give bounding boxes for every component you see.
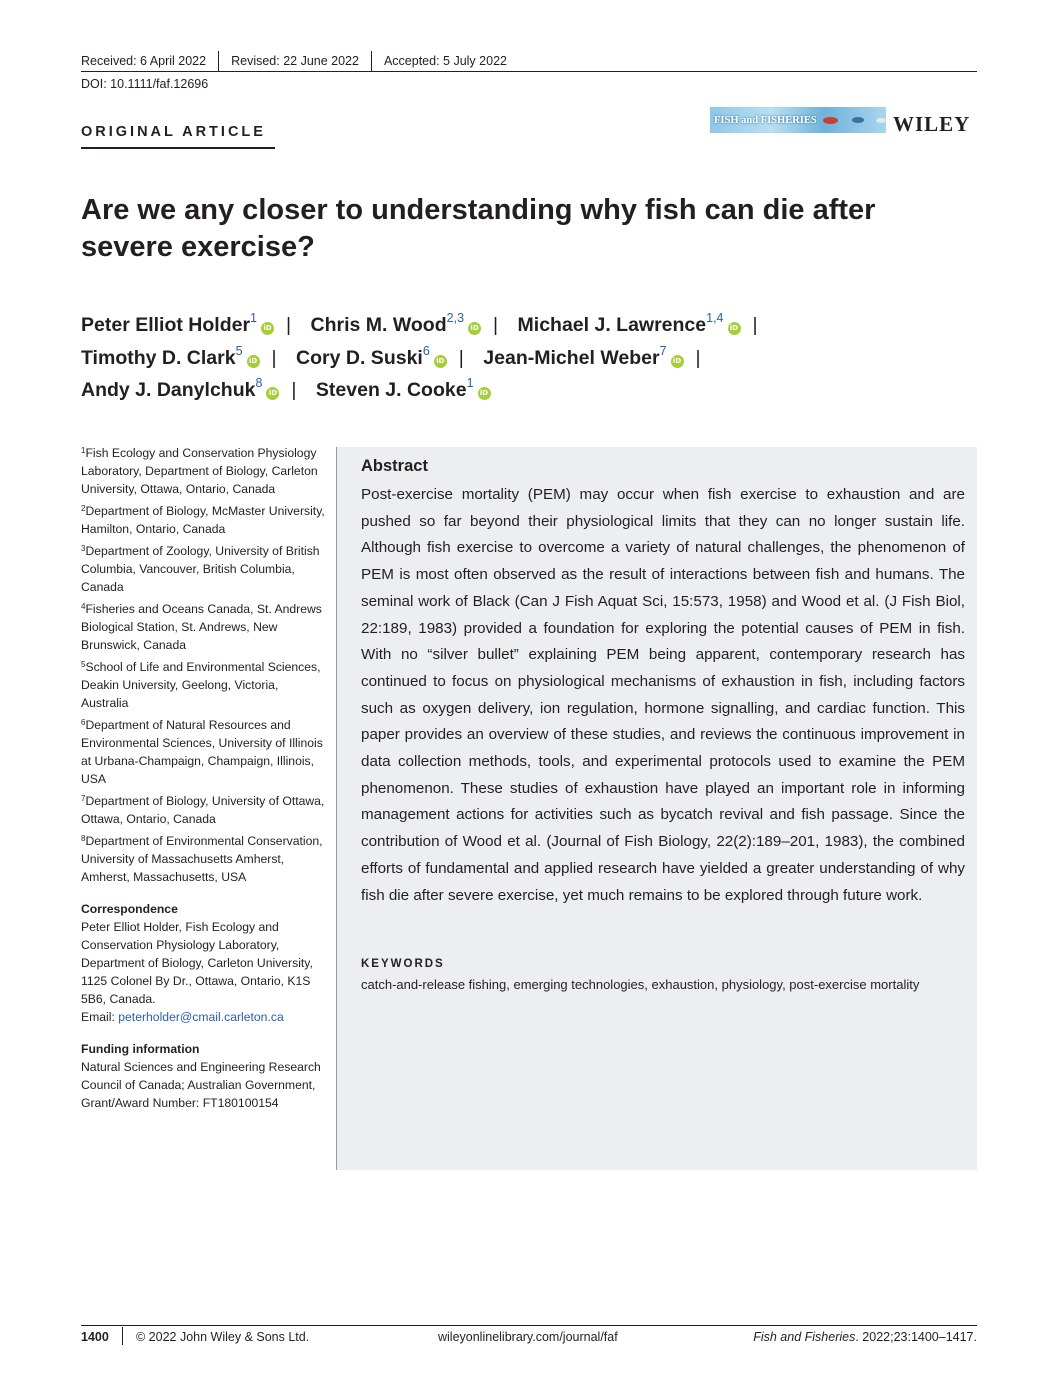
affiliation: $^4$Fisheries and Oceans Canada, St. Andrews Biological Station, St. Andrews, New Brunswick, Canada [81, 602, 322, 652]
author-affiliation-ref: 1 [250, 311, 257, 325]
affiliation: $^7$Department of Biology, University of Ottawa, Ottawa, Ontario, Canada [81, 794, 325, 826]
author-separator: | [271, 346, 277, 369]
author-affiliation-ref: 8 [255, 376, 263, 390]
author-affiliation-ref: 1 [466, 376, 474, 390]
article-title: Are we any closer to understanding why fish can die after severe exercise? [81, 194, 876, 263]
doi[interactable]: DOI: 10.1111/faf.12696 [81, 77, 209, 91]
article-dates [81, 51, 507, 71]
abstract-text: Post-exercise mortality (PEM) may occur when fish exercise to exhaustion and are pushed so far beyond their physiological limits that they can no longer sustain life. Although fish exercise to overcome a variety of natural challenges, the phenomenon of PEM is most often observed as the result of interactions between fish and humans. The seminal work of Black (Can J Fish Aquat Sci, 15:573, 1958) and Wood et al. (J Fish Biol, 22:189, 1983) provided a foundation for exploring the potential causes of PEM in fish. With no “silver bullet” explaining PEM being apparent, contemporary research has continued to focus on physiological mechanisms of exhaustion in fish, including factors such as oxygen delivery, ion regulation, hormone signalling, and cardiac function. This paper provides an overview of these studies, and reviews the continuous improvement in data collection methods, tools, and experimental protocols used to examine the PEM phenomenon. These studies of exhaustion have played an important role in informing management actions for activities such as bycatch revival and fish passage. Since the contribution of Wood et al. (Journal of Fish Biology, 22(2):189–201, 1983), the combined efforts of fundamental and applied research have yielded a greater understanding of why fish die after severe exercise, yet much remains to be explored through future work. [361, 486, 965, 904]
affiliation: $^6$Department of Natural Resources and Environmental Sciences, University of Illinois at Urbana-Champaign, Champaign, Illinois, USA [81, 718, 323, 786]
orcid-icon[interactable]: iD [728, 322, 741, 335]
author-separator: | [752, 314, 758, 336]
author-separator: | [695, 346, 701, 369]
keywords-heading: KEYWORDS [361, 958, 445, 970]
received-date: Received: 6 April 2022 [81, 54, 207, 68]
copyright: © 2022 John Wiley & Sons Ltd. [136, 1330, 310, 1344]
author[interactable]: Steven J. Cooke$^1$iD [316, 379, 491, 401]
author-separator: | [291, 379, 297, 401]
author[interactable]: Timothy D. Clark$^5$iD [81, 347, 260, 369]
author-separator: | [493, 314, 499, 336]
author[interactable]: Michael J. Lawrence$^{1,4}$iD [518, 314, 741, 336]
author[interactable]: Jean-Michel Weber$^7$iD [483, 347, 683, 369]
footer-separator [122, 1327, 123, 1345]
fish-graphic [823, 117, 838, 124]
abstract-box-edge [336, 447, 337, 1170]
page-number: 1400 [81, 1330, 109, 1344]
fish-graphic [876, 118, 886, 123]
author-affiliation-ref: 6 [422, 343, 430, 358]
author-affiliation-ref: 7 [659, 343, 667, 358]
author[interactable]: Cory D. Suski$^6$iD [296, 347, 447, 369]
header-rule [81, 71, 977, 72]
article-type: ORIGINAL ARTICLE [81, 124, 266, 140]
orcid-icon[interactable]: iD [261, 322, 274, 335]
author-list [81, 309, 961, 407]
fish-graphic [852, 117, 864, 123]
author[interactable]: Peter Elliot Holder$^1$iD [81, 314, 274, 336]
author-affiliation-ref: 5 [235, 343, 243, 358]
journal-logo [710, 107, 886, 133]
author-affiliation-ref: 2,3 [446, 311, 465, 325]
abstract-heading: Abstract [361, 457, 428, 475]
keywords-text: catch-and-release fishing, emerging technologies, exhaustion, physiology, post-exercise mortality [361, 977, 920, 992]
date-separator [371, 51, 372, 71]
correspondence-text: Peter Elliot Holder, Fish Ecology and Conservation Physiology Laboratory, Department of Biology, Carleton University, 1125 Colonel By Dr., Ottawa, Ontario, K1S 5B6, Canada. Email: peterholder@cmail.carleton.ca [81, 920, 313, 1024]
author-separator: | [286, 314, 292, 336]
author-affiliation-ref: 1,4 [706, 311, 724, 325]
affiliation: $^2$Department of Biology, McMaster University, Hamilton, Ontario, Canada [81, 504, 325, 536]
article-type-underline [81, 147, 275, 149]
left-sidebar [81, 444, 326, 1112]
accepted-date: Accepted: 5 July 2022 [383, 54, 507, 68]
orcid-icon[interactable]: iD [671, 355, 684, 368]
footer-rule [81, 1325, 977, 1326]
orcid-icon[interactable]: iD [266, 387, 279, 400]
citation [753, 1330, 977, 1344]
orcid-icon[interactable]: iD [247, 355, 260, 368]
date-separator [218, 51, 219, 71]
author[interactable]: Andy J. Danylchuk$^8$iD [81, 379, 279, 401]
funding-heading: Funding information [81, 1042, 200, 1056]
correspondence-heading: Correspondence [81, 902, 178, 916]
citation-details: . 2022;23:1400–1417. [855, 1330, 977, 1344]
affiliation: $^1$Fish Ecology and Conservation Physiology Laboratory, Department of Biology, Carleton University, Ottawa, Ontario, Canada [81, 446, 318, 496]
affiliation: $^8$Department of Environmental Conservation, University of Massachusetts Amherst, Amherst, Massachusetts, USA [81, 834, 323, 884]
orcid-icon[interactable]: iD [434, 355, 447, 368]
orcid-icon[interactable]: iD [468, 322, 481, 335]
journal-logo-text: FISH and FISHERIES [714, 114, 817, 126]
author[interactable]: Chris M. Wood$^{2,3}$iD [311, 314, 482, 336]
publisher-logo: WILEY [893, 112, 971, 136]
revised-date: Revised: 22 June 2022 [231, 54, 359, 68]
affiliation: $^3$Department of Zoology, University of British Columbia, Vancouver, British Columbia, Canada [81, 544, 320, 594]
journal-name: Fish and Fisheries [753, 1330, 856, 1344]
author-separator: | [458, 346, 464, 369]
affiliation: $^5$School of Life and Environmental Sciences, Deakin University, Geelong, Victoria, Australia [81, 660, 321, 710]
orcid-icon[interactable]: iD [478, 387, 491, 400]
funding-text: Natural Sciences and Engineering Research Council of Canada; Australian Government, Grant/Award Number: FT180100154 [81, 1060, 321, 1110]
journal-url[interactable]: wileyonlinelibrary.com/journal/faf [438, 1330, 618, 1344]
email-link[interactable]: peterholder@cmail.carleton.ca [118, 1010, 284, 1024]
